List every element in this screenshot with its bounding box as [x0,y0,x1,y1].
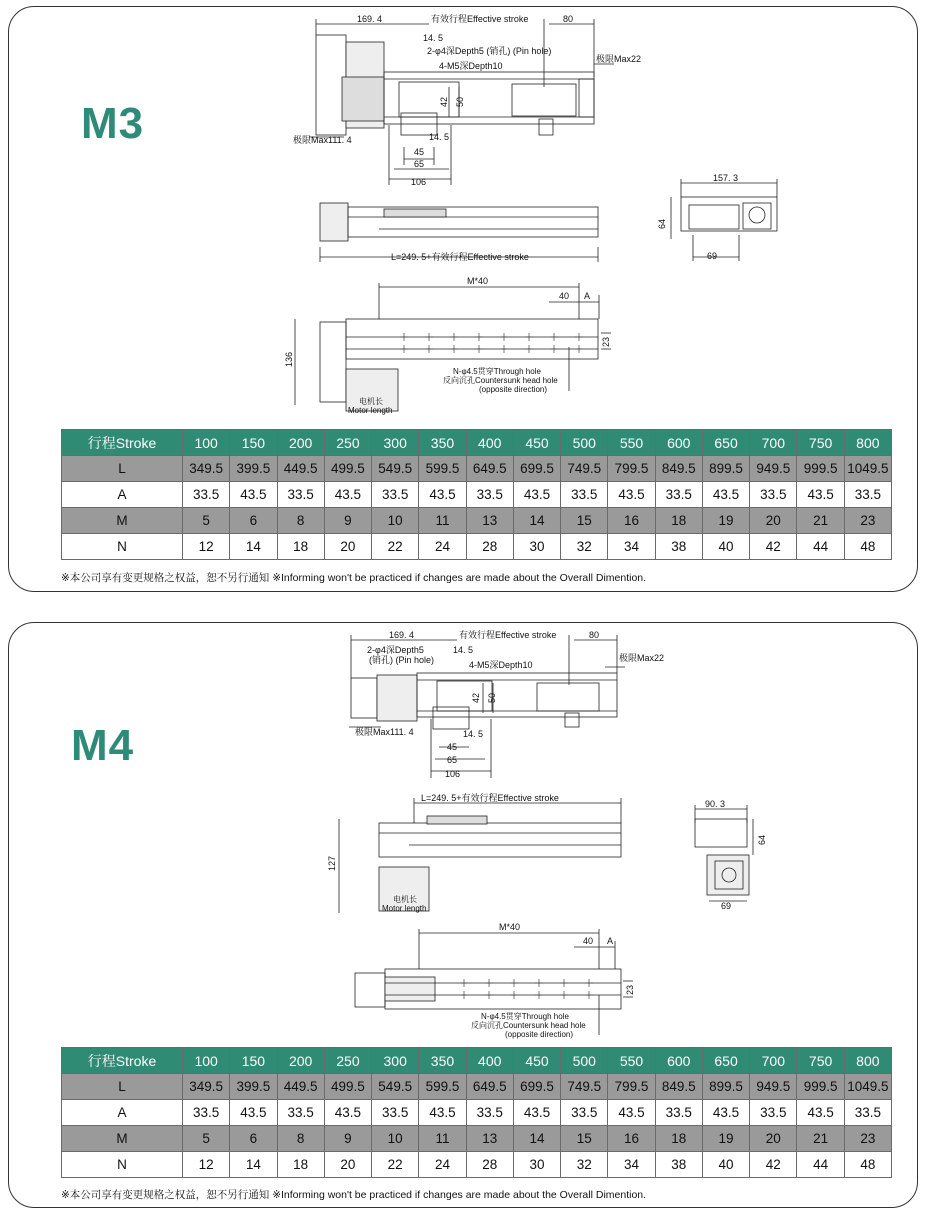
table-cell: 21 [797,1126,844,1152]
table-cell: 44 [797,534,844,560]
table-cell: 40 [702,534,749,560]
hole-note-3: (opposite direction) [479,385,548,394]
dim-50: 50 [455,96,465,107]
table-cell: 行程Stroke [62,430,183,456]
dim-23: 23 [625,984,635,995]
table-cell: 32 [561,1152,608,1178]
table-cell: 750 [797,1048,844,1074]
dim-14-5-top: 14. 5 [423,33,444,43]
dim-side-height: 64 [757,834,767,845]
table-cell: 33.5 [372,482,419,508]
table-cell: 43.5 [702,1100,749,1126]
table-cell: 600 [655,430,702,456]
dim-side-bottom: 69 [707,251,718,261]
table-cell: 11 [419,508,466,534]
dim-14-5-top: 14. 5 [453,645,474,655]
table-cell: 200 [277,1048,324,1074]
table-cell: 599.5 [419,456,466,482]
table-cell: 10 [372,1126,419,1152]
table-cell: 6 [230,1126,277,1152]
dim-45: 45 [447,742,458,752]
dim-106: 106 [411,177,427,187]
table-cell: L [62,456,183,482]
dim-m40: M*40 [499,922,521,932]
dim-m5: 4-M5深Depth10 [469,660,533,670]
dim-max22: 极限Max22 [619,653,665,663]
m3-section [8,6,918,592]
model-title: M3 [81,99,145,148]
table-cell: 43.5 [419,482,466,508]
table-cell: 14 [230,1152,277,1178]
table-cell: 949.5 [750,1074,797,1100]
table-cell: 600 [655,1048,702,1074]
dim-l-formula: L=249. 5+有效行程Effective stroke [391,252,529,262]
table-cell: 32 [561,534,608,560]
table-cell: 19 [702,1126,749,1152]
table-cell: 18 [277,1152,324,1178]
table-cell: 849.5 [655,456,702,482]
dim-169: 169. 4 [389,630,415,640]
table-row-a [62,482,892,508]
table-row-n [62,534,892,560]
table-cell: 9 [324,1126,371,1152]
dim-50: 50 [487,692,497,703]
m4-front-view [327,792,621,913]
table-cell: 43.5 [608,482,655,508]
table-cell: 33.5 [183,482,230,508]
table-cell: 800 [844,1048,891,1074]
dim-45: 45 [414,147,425,157]
table-cell: 19 [702,508,749,534]
table-cell: 33.5 [844,1100,891,1126]
table-cell: 700 [750,1048,797,1074]
m3-side-view [657,173,777,261]
table-cell: 22 [372,1152,419,1178]
table-cell: 18 [655,508,702,534]
dim-a: A [584,291,591,301]
table-cell: 450 [513,430,560,456]
table-cell: 499.5 [324,1074,371,1100]
table-cell: 8 [277,1126,324,1152]
table-cell: 150 [230,430,277,456]
disclaimer-note: ※本公司享有变更规格之权益，恕不另行通知 ※Informing won't be practiced if changes are made about the Overall Dimention. [61,1189,647,1201]
dim-pin-hole-2: (销孔) (Pin hole) [369,655,435,665]
table-cell: 400 [466,1048,513,1074]
table-row-l [62,1074,892,1100]
table-cell: 14 [230,534,277,560]
m4-top-view [349,629,664,779]
table-cell: 20 [750,1126,797,1152]
table-cell: 33.5 [655,482,702,508]
table-cell: 33.5 [561,482,608,508]
table-cell: 500 [561,1048,608,1074]
table-cell: 14 [513,1126,560,1152]
dim-169: 169. 4 [357,14,383,24]
table-cell: 20 [750,508,797,534]
table-cell: 699.5 [513,456,560,482]
table-cell: 43.5 [324,1100,371,1126]
table-cell: 1049.5 [844,456,891,482]
table-cell: 100 [183,430,230,456]
dim-80: 80 [589,630,600,640]
m4-bottom-view [355,922,635,1039]
table-cell: 899.5 [702,1074,749,1100]
table-cell: 12 [183,1152,230,1178]
table-cell: 100 [183,1048,230,1074]
dim-l-formula: L=249. 5+有效行程Effective stroke [421,793,559,803]
m4-technical-drawing [9,623,919,1043]
table-cell: 999.5 [797,1074,844,1100]
table-cell: 949.5 [750,456,797,482]
table-cell: 33.5 [277,482,324,508]
table-cell: 8 [277,508,324,534]
dim-136: 136 [284,351,294,367]
dim-stroke-label: 有效行程Effective stroke [431,14,529,24]
table-cell: 5 [183,508,230,534]
table-cell: 24 [419,1152,466,1178]
table-cell: 43.5 [513,482,560,508]
table-cell: 43.5 [513,1100,560,1126]
table-cell: 40 [702,1152,749,1178]
dim-127: 127 [327,855,337,871]
table-cell: 43.5 [797,1100,844,1126]
m4-spec-table [61,1047,892,1178]
table-cell: 400 [466,430,513,456]
table-cell: 499.5 [324,456,371,482]
dim-40: 40 [583,936,594,946]
table-cell: 650 [702,430,749,456]
table-cell: 34 [608,1152,655,1178]
table-cell: 999.5 [797,456,844,482]
hole-note-1: N-φ4.5贯穿Through hole [453,367,541,376]
table-cell: 43.5 [797,482,844,508]
dim-m5: 4-M5深Depth10 [439,61,503,71]
table-cell: 150 [230,1048,277,1074]
table-cell: 28 [466,534,513,560]
dim-42: 42 [471,692,481,703]
table-cell: 250 [324,430,371,456]
table-cell: 30 [513,534,560,560]
table-cell: 42 [750,1152,797,1178]
table-cell: 13 [466,508,513,534]
table-cell: 21 [797,508,844,534]
table-cell: 350 [419,430,466,456]
dim-a: A [607,936,614,946]
table-cell: 16 [608,1126,655,1152]
table-cell: 14 [513,508,560,534]
table-cell: 33.5 [277,1100,324,1126]
table-cell: 700 [750,430,797,456]
dim-max22: 极限Max22 [596,54,642,64]
table-cell: A [62,482,183,508]
table-cell: 18 [655,1126,702,1152]
table-cell: 649.5 [466,1074,513,1100]
m3-top-view [293,13,641,187]
dim-side-width: 90. 3 [705,799,726,809]
table-cell: 300 [372,1048,419,1074]
dim-42: 42 [439,96,449,107]
table-cell: 20 [324,534,371,560]
dim-stroke-label: 有效行程Effective stroke [459,630,557,640]
m3-bottom-view [284,276,611,415]
table-cell: 33.5 [372,1100,419,1126]
table-cell: 12 [183,534,230,560]
table-cell: 749.5 [561,1074,608,1100]
table-cell: 28 [466,1152,513,1178]
table-cell: 43.5 [608,1100,655,1126]
table-cell: 30 [513,1152,560,1178]
disclaimer-note: ※本公司享有变更规格之权益，恕不另行通知 ※Informing won't be practiced if changes are made about the Overall Dimention. [61,572,647,584]
dim-40: 40 [559,291,570,301]
table-cell: M [62,508,183,534]
table-cell: 33.5 [750,482,797,508]
table-header-row [62,430,892,456]
table-cell: 500 [561,430,608,456]
table-cell: 649.5 [466,456,513,482]
table-cell: 行程Stroke [62,1048,183,1074]
table-cell: 650 [702,1048,749,1074]
table-cell: 43.5 [419,1100,466,1126]
dim-side-width: 157. 3 [713,173,739,183]
table-cell: 33.5 [561,1100,608,1126]
table-cell: 399.5 [230,456,277,482]
table-cell: 699.5 [513,1074,560,1100]
table-cell: 550 [608,430,655,456]
table-cell: 43.5 [702,482,749,508]
dim-14-5-bottom: 14. 5 [463,729,484,739]
table-cell: 24 [419,534,466,560]
table-cell: 48 [844,534,891,560]
dim-80: 80 [563,14,574,24]
dim-106: 106 [445,769,461,779]
table-cell: 22 [372,534,419,560]
motor-length-cn: 电机长 [393,895,417,904]
table-cell: 9 [324,508,371,534]
table-cell: 20 [324,1152,371,1178]
motor-length-en: Motor length [348,406,393,415]
table-cell: 33.5 [466,482,513,508]
dim-14-5-bottom: 14. 5 [429,132,450,142]
table-cell: 10 [372,508,419,534]
m4-section [8,622,918,1208]
table-cell: 350 [419,1048,466,1074]
table-cell: 43.5 [230,1100,277,1126]
table-cell: 849.5 [655,1074,702,1100]
dim-max111: 极限Max111. 4 [293,135,352,145]
table-cell: 44 [797,1152,844,1178]
model-title: M4 [71,721,135,770]
table-cell: 23 [844,1126,891,1152]
table-cell: 33.5 [183,1100,230,1126]
m3-spec-table [61,429,892,560]
table-cell: 13 [466,1126,513,1152]
table-cell: 799.5 [608,1074,655,1100]
table-cell: 349.5 [183,1074,230,1100]
table-cell: 1049.5 [844,1074,891,1100]
hole-note-3: (opposite direction) [505,1030,574,1039]
table-cell: 899.5 [702,456,749,482]
table-row-m [62,508,892,534]
table-cell: 449.5 [277,1074,324,1100]
hole-note-2: 反向沉孔Countersunk head hole [471,1021,586,1030]
m4-side-view [695,799,767,911]
table-cell: 23 [844,508,891,534]
table-cell: 33.5 [655,1100,702,1126]
dim-pin-hole: 2-φ4深Depth5 (销孔) (Pin hole) [427,46,552,56]
dim-pin-hole-1: 2-φ4深Depth5 [367,645,424,655]
table-cell: 250 [324,1048,371,1074]
table-row-l [62,456,892,482]
table-cell: N [62,1152,183,1178]
table-cell: 749.5 [561,456,608,482]
hole-note-2: 反向沉孔Countersunk head hole [443,376,558,385]
table-cell: 16 [608,508,655,534]
table-cell: 5 [183,1126,230,1152]
table-cell: 48 [844,1152,891,1178]
dim-65: 65 [414,159,425,169]
dim-side-height: 64 [657,218,667,229]
table-cell: M [62,1126,183,1152]
table-header-row [62,1048,892,1074]
table-cell: 18 [277,534,324,560]
table-cell: 200 [277,430,324,456]
table-cell: L [62,1074,183,1100]
dim-max111: 极限Max111. 4 [355,727,414,737]
dim-side-bottom: 69 [721,901,732,911]
table-cell: 399.5 [230,1074,277,1100]
table-cell: 42 [750,534,797,560]
table-cell: 15 [561,1126,608,1152]
table-cell: A [62,1100,183,1126]
table-cell: 549.5 [372,456,419,482]
table-row-a [62,1100,892,1126]
table-cell: 38 [655,1152,702,1178]
table-cell: 43.5 [324,482,371,508]
table-cell: 750 [797,430,844,456]
motor-length-en: Motor length [382,904,427,913]
table-cell: 15 [561,508,608,534]
table-cell: 349.5 [183,456,230,482]
motor-length-cn: 电机长 [359,397,383,406]
table-cell: 300 [372,430,419,456]
table-cell: 799.5 [608,456,655,482]
table-cell: 800 [844,430,891,456]
hole-note-1: N-φ4.5贯穿Through hole [481,1012,569,1021]
table-cell: 449.5 [277,456,324,482]
table-cell: 43.5 [230,482,277,508]
table-cell: 599.5 [419,1074,466,1100]
table-cell: 550 [608,1048,655,1074]
table-cell: 33.5 [466,1100,513,1126]
dim-65: 65 [447,755,458,765]
table-cell: 11 [419,1126,466,1152]
table-cell: N [62,534,183,560]
table-cell: 450 [513,1048,560,1074]
table-row-n [62,1152,892,1178]
table-cell: 549.5 [372,1074,419,1100]
m3-technical-drawing [9,7,919,427]
table-cell: 6 [230,508,277,534]
table-cell: 38 [655,534,702,560]
dim-23: 23 [601,336,611,347]
table-cell: 33.5 [844,482,891,508]
table-cell: 33.5 [750,1100,797,1126]
table-cell: 34 [608,534,655,560]
m3-front-view [320,203,598,262]
dim-m40: M*40 [467,276,489,286]
table-row-m [62,1126,892,1152]
